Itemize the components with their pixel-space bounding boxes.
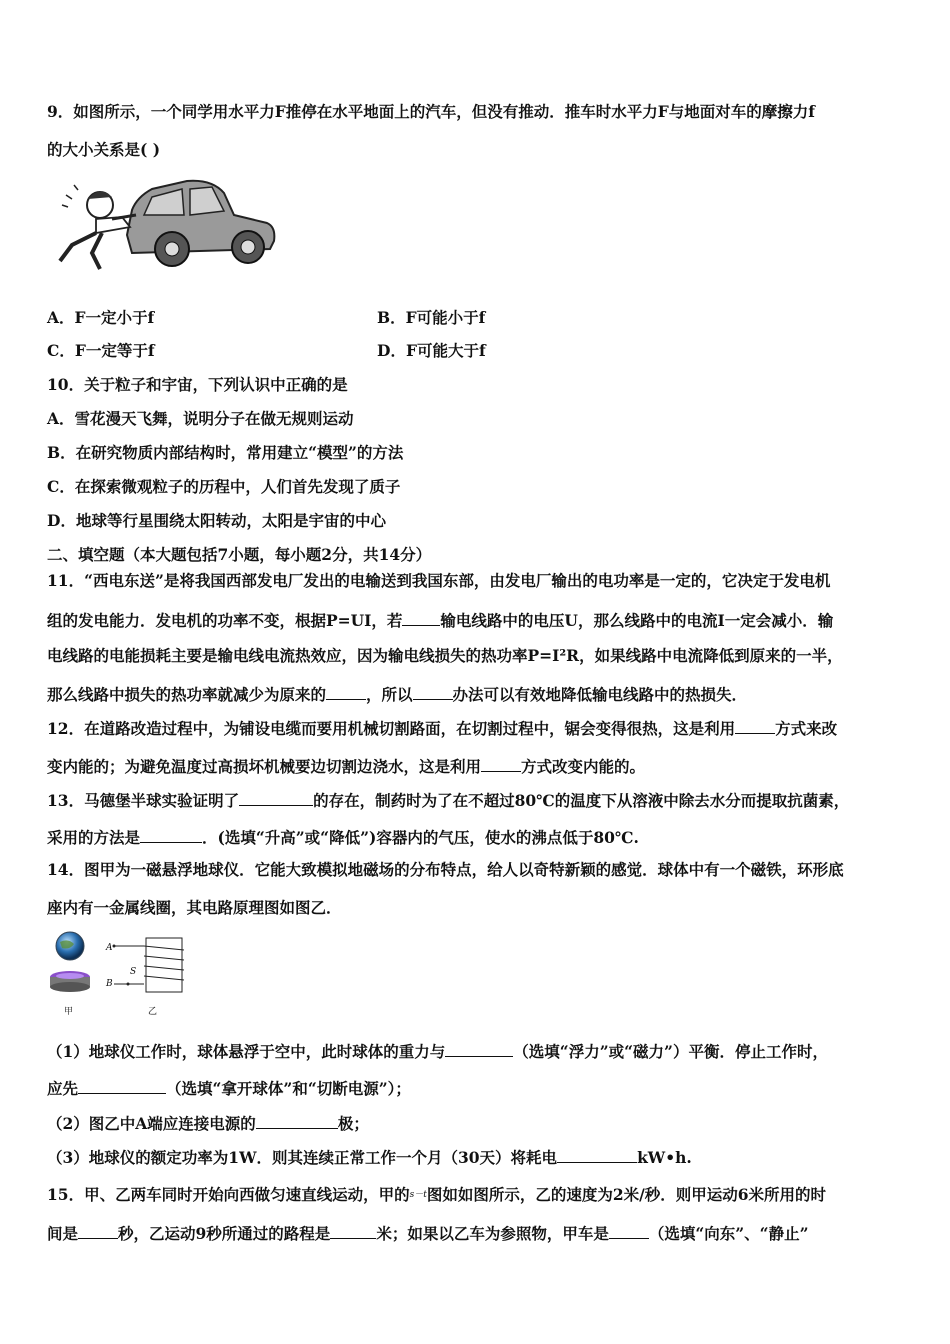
q15-line1-part1: 15．甲、乙两车同时开始向西做匀速直线运动，甲的 <box>47 1185 410 1204</box>
q15-line1 <box>47 1185 826 1205</box>
q14-blank-3[interactable] <box>256 1112 338 1129</box>
q10-option-a: A．雪花漫天飞舞，说明分子在做无规则运动 <box>47 409 354 428</box>
q11-line4-part3: 办法可以有效地降低输电线路中的热损失． <box>452 685 748 704</box>
q15-line1-part2: 图如如图所示，乙的速度为2米/秒．则甲运动6米所用的时 <box>426 1185 827 1204</box>
q13-line2 <box>47 826 639 848</box>
q9-option-b: B．F可能小于f <box>377 308 486 327</box>
q13-line1-part2: 的存在，制药时为了在不超过80℃的温度下从溶液中除去水分而提取抗菌素， <box>313 791 850 810</box>
q10-option-c: C．在探索微观粒子的历程中，人们首先发现了质子 <box>47 477 401 496</box>
q14-part3 <box>47 1146 692 1168</box>
q13-blank-2[interactable] <box>140 826 202 843</box>
q13-line1-part1: 13．马德堡半球实验证明了 <box>47 791 240 810</box>
q9-stem-line2: 的大小关系是( ) <box>47 140 161 159</box>
q9-stem-line1: 9．如图所示，一个同学用水平力F推停在水平地面上的汽车，但没有推动．推车时水平力F与地面对车的摩擦力f <box>47 102 815 121</box>
fig-label-s: S <box>130 967 137 977</box>
q14-part1-line2 <box>47 1077 411 1099</box>
q15-line2-part3: 米；如果以乙车为参照物，甲车是 <box>376 1224 609 1243</box>
q11-blank-1[interactable] <box>402 609 440 626</box>
q12-line1 <box>47 717 837 739</box>
q11-blank-3[interactable] <box>413 683 453 700</box>
q14-line1: 14．图甲为一磁悬浮地球仪．它能大致模拟地磁场的分布特点，给人以奇特新颖的感觉．球体中有一个磁铁，环形底 <box>47 860 844 879</box>
q13-line1 <box>47 789 849 811</box>
q11-blank-2[interactable] <box>326 683 366 700</box>
q15-line2-part2: 秒，乙运动9秒所通过的路程是 <box>118 1224 331 1243</box>
q14-blank-4[interactable] <box>557 1146 637 1163</box>
section-heading-fill-in: 二、填空题（本大题包括7小题，每小题2分，共14分） <box>47 545 432 564</box>
q14-part3-text2: kW•h. <box>637 1148 692 1167</box>
q15-blank-3[interactable] <box>609 1222 649 1239</box>
fig-caption-left: 甲 <box>64 1007 74 1017</box>
q12-line2-part2: 方式改变内能的。 <box>521 757 646 776</box>
q12-blank-2[interactable] <box>481 755 521 772</box>
q14-part3-text1: （3）地球仪的额定功率为1W．则其连续正常工作一个月（30天）将耗电 <box>47 1148 558 1167</box>
q9-option-c: C．F一定等于f <box>47 341 155 360</box>
q10-option-d: D．地球等行星围绕太阳转动，太阳是宇宙的中心 <box>47 511 386 530</box>
q9-option-a: A．F一定小于f <box>47 308 155 327</box>
q15-st-symbol: s－t <box>409 1190 427 1200</box>
q13-line2-part1: 采用的方法是 <box>47 828 141 847</box>
q15-blank-2[interactable] <box>330 1222 376 1239</box>
q15-line2 <box>47 1222 809 1244</box>
q14-line2: 座内有一金属线圈，其电路原理图如图乙． <box>47 898 342 917</box>
q11-line1: 11．“西电东送”是将我国西部发电厂发出的电输送到我国东部，由发电厂输出的电功率是一定的，它决定于发电机 <box>47 571 831 590</box>
fig-label-a: A <box>106 943 113 953</box>
q11-line2-part2: 输电线路中的电压U，那么线路中的电流I一定会减小．输 <box>440 611 834 630</box>
q15-line2-part4: （选填“向东”、“静止” <box>648 1224 809 1243</box>
q14-part1-line1 <box>47 1040 828 1062</box>
q11-line4 <box>47 683 747 705</box>
q11-line2 <box>47 609 833 631</box>
fig-label-b: B <box>106 979 113 989</box>
q11-line4-part1: 那么线路中损失的热功率就减少为原来的 <box>47 685 327 704</box>
maglev-globe-figure <box>44 930 96 1012</box>
q12-line2-part1: 变内能的；为避免温度过高损坏机械要边切割边浇水，这是利用 <box>47 757 482 776</box>
q14-blank-2[interactable] <box>78 1077 166 1094</box>
q13-blank-1[interactable] <box>239 789 313 806</box>
q13-line2-part2: ．(选填“升高”或“降低”)容器内的气压，使水的沸点低于80℃. <box>202 828 639 847</box>
q14-part1-text1: （1）地球仪工作时，球体悬浮于空中，此时球体的重力与 <box>47 1042 446 1061</box>
q12-line1-part1: 12．在道路改造过程中，为铺设电缆而要用机械切割路面，在切割过程中，锯会变得很热，这是利用 <box>47 719 736 738</box>
q10-stem: 10．关于粒子和宇宙，下列认识中正确的是 <box>47 375 348 394</box>
q12-line2 <box>47 755 645 777</box>
q14-part1-text3: 应先 <box>47 1079 79 1098</box>
q14-part1-text4: （选填“拿开球体”和“切断电源”）； <box>166 1079 411 1098</box>
circuit-diagram-figure <box>104 934 190 996</box>
q14-part2 <box>47 1112 369 1134</box>
q14-part2-text1: （2）图乙中A端应连接电源的 <box>47 1114 256 1133</box>
q12-blank-1[interactable] <box>735 717 775 734</box>
q10-option-b: B．在研究物质内部结构时，常用建立“模型”的方法 <box>47 443 404 462</box>
fig-caption-right: 乙 <box>148 1007 158 1017</box>
q11-line3: 电线路的电能损耗主要是输电线电流热效应，因为输电线损失的热功率P=I²R，如果线路中电流降低到原来的一半， <box>47 646 843 665</box>
q15-line2-part1: 间是 <box>47 1224 79 1243</box>
q14-part2-text2: 极； <box>337 1114 369 1133</box>
boy-pushing-car-illustration <box>52 175 280 275</box>
q14-part1-text2: （选填“浮力”或“磁力”）平衡．停止工作时， <box>513 1042 828 1061</box>
q11-line2-part1: 组的发电能力．发电机的功率不变，根据P=UI，若 <box>47 611 403 630</box>
q12-line1-part2: 方式来改 <box>775 719 838 738</box>
q11-line4-part2: ，所以 <box>366 685 413 704</box>
q14-blank-1[interactable] <box>445 1040 513 1057</box>
q9-option-d: D．F可能大于f <box>377 341 486 360</box>
q15-blank-1[interactable] <box>78 1222 118 1239</box>
